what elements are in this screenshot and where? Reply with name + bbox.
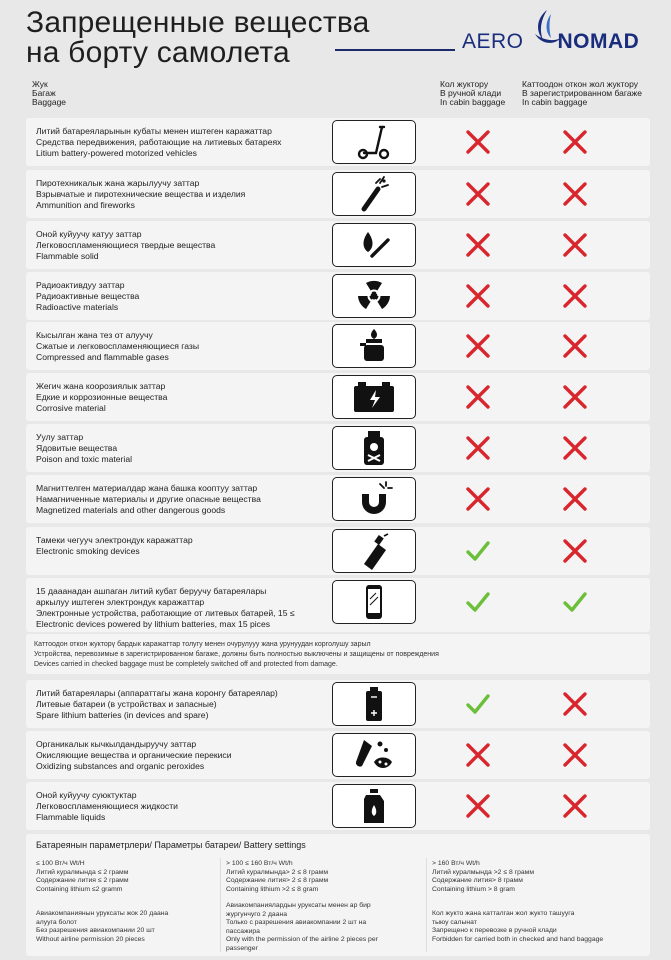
forbidden-x-icon — [464, 741, 492, 769]
logo-text-aero: AERO — [462, 30, 524, 53]
logo-text-nomad: NOMAD — [557, 30, 640, 53]
table-row: Уулу заттар Ядовитые вещества Poison and toxic material — [26, 424, 650, 472]
title-divider — [335, 49, 455, 51]
smartphone-icon — [332, 580, 416, 624]
forbidden-x-icon — [464, 282, 492, 310]
allowed-check-icon — [464, 690, 492, 718]
battery-tier-3: > 160 Вт/ч Wt/h Литий куралмында >2 ≤ 8 грамм Содержание лития> 8 грамм Containing lithium > 8 gram — [432, 860, 535, 893]
forbidden-x-icon — [561, 332, 589, 360]
battery-tier-2: > 100 ≤ 160 Вт/ч Wt/h Литий куралмында> 2 ≤ 8 грамм Содержание лития> 2 ≤ 8 грамм Containing lithium >2 ≤ 8 gram — [226, 860, 329, 893]
battery-icon — [332, 682, 416, 726]
column-header-item: Жук Багаж Baggage — [32, 79, 67, 107]
test-tube-icon — [332, 733, 416, 777]
forbidden-x-icon — [464, 383, 492, 411]
forbidden-x-icon — [561, 741, 589, 769]
battery-rule-2: Авиакомпаниялардын уруксаты менен ар бир жургунчуго 2 даана Только с разрешения авиакомпании 2 шт на пассажира Only with the permission of the airline 2 pieces per passenger — [226, 902, 378, 952]
poison-icon — [332, 426, 416, 470]
title-line-1: Запрещенные вещества — [26, 6, 370, 39]
forbidden-x-icon — [561, 485, 589, 513]
column-header-checked: Каттоодон откон жол жуктору В зарегистрированном багаже In cabin baggage — [522, 79, 642, 107]
magnet-icon — [332, 477, 416, 521]
table-row: Кысылган жана тез от алуучу Сжатые и легковоспламеняющиеся газы Compressed and flammable gases — [26, 322, 650, 370]
forbidden-x-icon — [561, 282, 589, 310]
page-title — [26, 8, 370, 68]
forbidden-x-icon — [561, 180, 589, 208]
forbidden-x-icon — [561, 383, 589, 411]
forbidden-x-icon — [561, 434, 589, 462]
battery-settings-title: Батареянын параметрлери/ Параметры батареи/ Battery settings — [36, 840, 306, 850]
table-row: Радиоактивдуу заттар Радиоактивные вещества Radioactive materials — [26, 272, 650, 320]
column-header-cabin: Кол жуктору В ручной клади In cabin baggage — [440, 79, 506, 107]
table-row: Пиротехникалык жана жарылуучу заттар Взрывчатые и пиротехнические вещества и изделия Ammunition and fireworks — [26, 170, 650, 218]
forbidden-x-icon — [464, 180, 492, 208]
radiation-icon — [332, 274, 416, 318]
table-row: Тамеки чегууч электрондук каражаттар Electronic smoking devices — [26, 527, 650, 575]
scooter-icon — [332, 120, 416, 164]
canister-icon — [332, 784, 416, 828]
vape-icon — [332, 529, 416, 573]
forbidden-x-icon — [464, 792, 492, 820]
allowed-check-icon — [464, 537, 492, 565]
forbidden-x-icon — [464, 434, 492, 462]
battery-rule-3: Кол жукто жана катталган жол жукто ташууга тыюу салынат Запрещено к перевозке в ручной клади Forbidden for carried both in checked and hand baggage — [432, 910, 604, 943]
firework-icon — [332, 172, 416, 216]
table-row: Литий батареялары (аппараттагы жана коронгу батареялар) Литевые батареи (в устройствах и запасные) Spare lithium batteries (in devices and spare) — [26, 680, 650, 728]
forbidden-x-icon — [464, 231, 492, 259]
battery-settings-panel — [26, 834, 650, 956]
match-icon — [332, 223, 416, 267]
car-battery-icon — [332, 375, 416, 419]
table-row: Оной куйуучу катуу заттар Легковоспламеняющиеся твердые вещества Flammable solid — [26, 221, 650, 269]
table-row: 15 дааанадан ашпаган литий кубат беруучу батареялары аркылуу иштеген электрондук каражаттар Электронные устройства, работающие от литевых батарей, 15 ≤ Electronic devices powered by lithium batteries, max 15 pices — [26, 578, 650, 632]
forbidden-x-icon — [464, 332, 492, 360]
table-row: Оной куйуучу суюктуктар Легковоспламеняющиеся жидкости Flammable liquids — [26, 782, 650, 830]
forbidden-x-icon — [561, 231, 589, 259]
allowed-check-icon — [561, 588, 589, 616]
battery-rule-1: Авиакомпаниянын уруксаты жок 20 даана алууга болот Без разрешения авиакомпании 20 шт Without airline permission 20 pieces — [36, 910, 169, 943]
forbidden-x-icon — [464, 485, 492, 513]
forbidden-x-icon — [464, 128, 492, 156]
table-row: Магниттелген материалдар жана башка кооптуу заттар Намагниченные материалы и другие опасные вещества Magnetized materials and other dangerous goods — [26, 475, 650, 523]
table-row: Органикалык кычкылдандыруучу заттар Окисляющие вещества и органические перекиси Oxidizing substances and organic peroxides — [26, 731, 650, 779]
table-row: Жегич жана коорозиялык заттар Едкие и коррозионные вещества Corrosive material — [26, 373, 650, 421]
checked-baggage-note: Каттоодон откон жукторү бардык каражаттар толугу менен очурулууу жана урунуудан корголушу зарыл Устройства, перевозимые в зарегистрированном багаже, должны быть полностью выключены и защищены от повреждения Devices carried in checked baggage must be completely switched off and protected from damage. — [26, 634, 650, 674]
allowed-check-icon — [464, 588, 492, 616]
table-row: Литий батареяларынын кубаты менен иштеген каражаттар Средства передвижения, работающие на литиевых батареях Litium battery-powered motorized vehicles — [26, 118, 650, 166]
gas-stove-icon — [332, 324, 416, 368]
forbidden-x-icon — [561, 690, 589, 718]
title-line-2: на борту самолета — [26, 36, 290, 69]
forbidden-x-icon — [561, 128, 589, 156]
battery-tier-1: ≤ 100 Вт/ч Wt/H Литий куралмында ≤ 2 грамм Содержание лития ≤ 2 грамм Containing lithium ≤2 gramm — [36, 860, 129, 893]
forbidden-x-icon — [561, 792, 589, 820]
aeronomad-logo — [462, 8, 662, 60]
forbidden-x-icon — [561, 537, 589, 565]
